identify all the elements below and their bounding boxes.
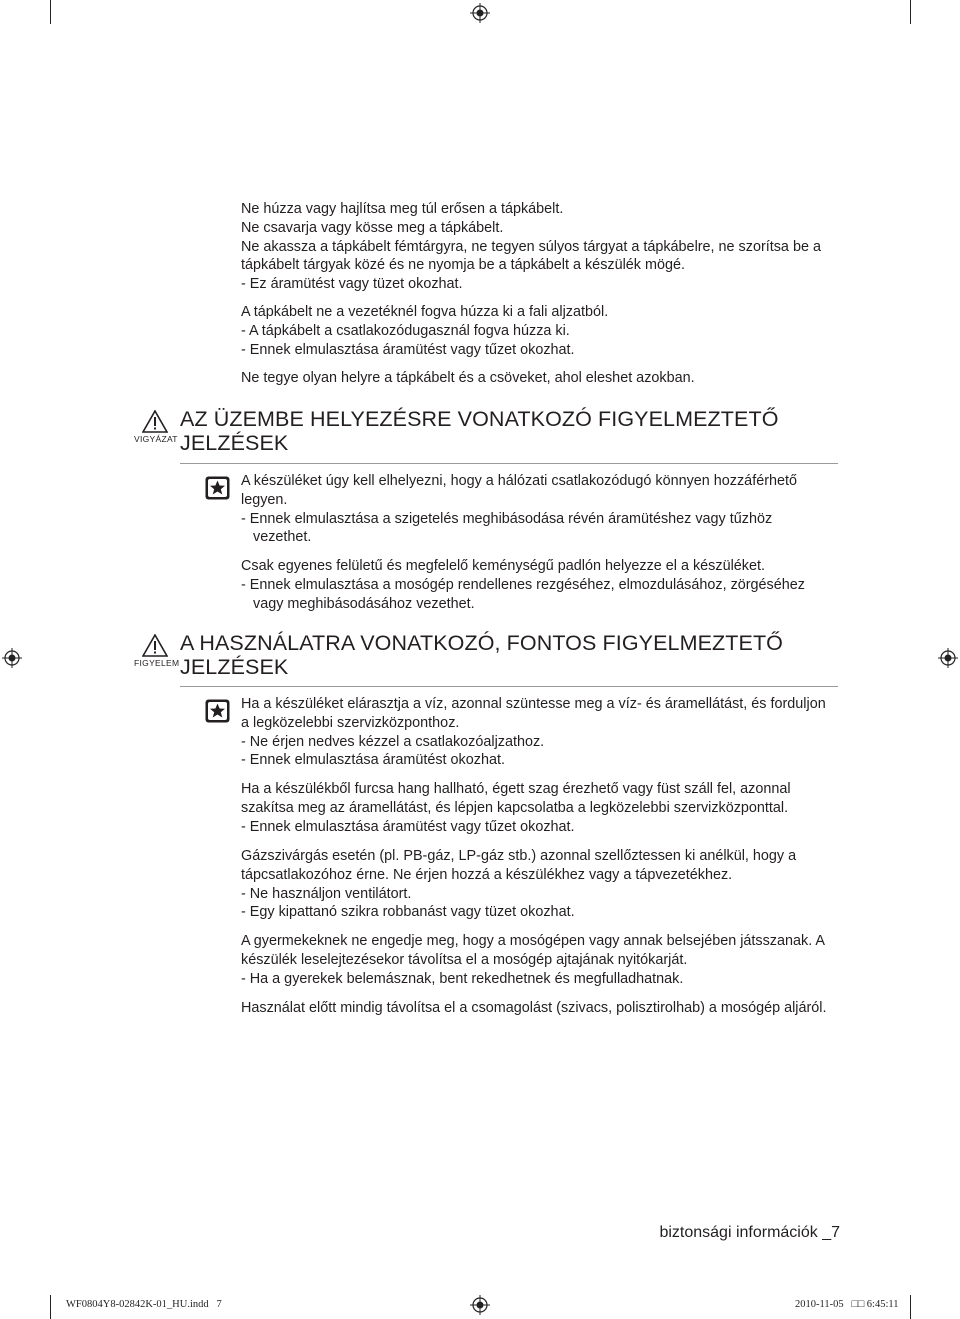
print-file-name: WF0804Y8-02842K-01_HU.indd 7 <box>66 1299 222 1310</box>
section-title-installation <box>180 407 779 455</box>
text-line: - Egy kipattanó szikra robbanást vagy tüzet okozhat. <box>241 904 575 921</box>
text-line: - Ennek elmulasztása áramütést vagy tűzet okozhat. <box>241 341 575 358</box>
text-line: vagy meghibásodásához vezethet. <box>241 595 475 612</box>
paragraph-flooding <box>241 695 826 770</box>
text-line: szakítsa meg az áramellátást, és lépjen kapcsolatba a legközelebbi szervizközponttal. <box>241 799 789 816</box>
text-line: Használat előtt mindig távolítsa el a csomagolást (szivacs, polisztirolhab) a mosógép aljáról. <box>241 1000 827 1016</box>
crop-mark <box>50 0 51 24</box>
print-date-time: 2010-11-05 □□ 6:45:11 <box>795 1299 899 1310</box>
paragraph-power-cable-bending <box>241 200 821 294</box>
crop-mark <box>910 1295 911 1319</box>
warning-triangle-icon <box>142 634 168 657</box>
text-line: legyen. <box>241 491 288 508</box>
text-line: vezethet. <box>241 529 312 546</box>
paragraph-gas-leak <box>241 847 796 922</box>
text-line: Ne akassza a tápkábelt fémtárgyra, ne tegyen súlyos tárgyat a tápkábelre, ne szorítsa be a <box>241 238 821 255</box>
caution-label: VIGYÁZAT <box>134 434 178 444</box>
section-title-line: AZ ÜZEMBE HELYEZÉSRE VONATKOZÓ FIGYELMEZTETŐ <box>180 407 779 431</box>
star-note-icon <box>205 476 230 500</box>
text-line: - Ez áramütést vagy tüzet okozhat. <box>241 276 463 293</box>
paragraph-unplug-cable <box>241 303 608 359</box>
text-line: tápkábelt tárgyak közé és ne nyomja be a tápkábelt a készülék mögé. <box>241 257 685 274</box>
section-title-line: JELZÉSEK <box>180 431 289 455</box>
section-title-line: A HASZNÁLATRA VONATKOZÓ, FONTOS FIGYELMEZTETŐ <box>180 631 784 655</box>
paragraph-strange-noise <box>241 780 791 836</box>
registration-mark-icon <box>470 1295 490 1315</box>
text-line: - Ennek elmulasztása a mosógép rendellenes rezgéséhez, elmozdulásához, zörgéséhez <box>241 576 805 593</box>
text-line: - Ennek elmulasztása a szigetelés meghibásodása révén áramütéshez vagy tűzhöz <box>241 510 773 527</box>
paragraph-plug-access <box>241 472 797 547</box>
section-divider <box>180 463 838 464</box>
text-line: Gázszivárgás esetén (pl. PB-gáz, LP-gáz stb.) azonnal szellőztessen ki anélkül, hogy a <box>241 848 797 864</box>
text-line: A tápkábelt ne a vezetéknél fogva húzza ki a fali aljzatból. <box>241 304 609 320</box>
text-line: A készüléket úgy kell elhelyezni, hogy a hálózati csatlakozódugó könnyen hozzáférhető <box>241 473 797 489</box>
registration-mark-icon <box>938 648 958 668</box>
star-note-icon <box>205 699 230 723</box>
registration-mark-icon <box>2 648 22 668</box>
text-line: - Ne használjon ventilátort. <box>241 885 412 902</box>
warning-label: FIGYELEM <box>134 658 180 668</box>
text-line: A gyermekeknek ne engedje meg, hogy a mosógépen vagy annak belsejében játsszanak. A <box>241 933 826 949</box>
paragraph-children <box>241 932 825 988</box>
text-line: tápcsatlakozóhoz érne. Ne érjen hozzá a készülékhez vagy a tápvezetékhez. <box>241 866 733 883</box>
text-line: Ne csavarja vagy kösse meg a tápkábelt. <box>241 219 504 236</box>
text-line: Ne húzza vagy hajlítsa meg túl erősen a tápkábelt. <box>241 201 564 217</box>
paragraph-trip-hazard <box>241 369 695 388</box>
page-number-label: biztonsági információk _7 <box>659 1224 840 1241</box>
text-line: készülék leselejtezésekor távolítsa el a mosógép ajtajának nyitókarját. <box>241 951 688 968</box>
section-title-line: JELZÉSEK <box>180 655 289 679</box>
text-line: - Ennek elmulasztása áramütést okozhat. <box>241 752 505 769</box>
warning-triangle-icon <box>142 410 168 433</box>
text-line: Csak egyenes felületű és megfelelő keménységű padlón helyezze el a készüléket. <box>241 558 765 574</box>
text-line: Ha a készülékből furcsa hang hallható, égett szag érezhető vagy füst száll fel, azonnal <box>241 781 791 797</box>
text-line: Ne tegye olyan helyre a tápkábelt és a csöveket, ahol eleshet azokban. <box>241 370 695 386</box>
text-line: a legközelebbi szervizközponthoz. <box>241 714 460 731</box>
text-line: - A tápkábelt a csatlakozódugasznál fogva húzza ki. <box>241 322 570 339</box>
registration-mark-icon <box>470 3 490 23</box>
section-divider <box>180 686 838 687</box>
text-line: - Ha a gyerekek belemásznak, bent rekedhetnek és megfulladhatnak. <box>241 970 684 987</box>
crop-mark <box>910 0 911 24</box>
text-line: - Ne érjen nedves kézzel a csatlakozóaljzathoz. <box>241 733 545 750</box>
text-line: - Ennek elmulasztása áramütést vagy tűzet okozhat. <box>241 818 575 835</box>
paragraph-packaging <box>241 999 827 1018</box>
crop-mark <box>50 1295 51 1319</box>
paragraph-flat-floor <box>241 557 805 613</box>
section-title-usage <box>180 631 783 679</box>
text-line: Ha a készüléket elárasztja a víz, azonnal szüntesse meg a víz- és áramellátást, és forduljon <box>241 696 826 712</box>
